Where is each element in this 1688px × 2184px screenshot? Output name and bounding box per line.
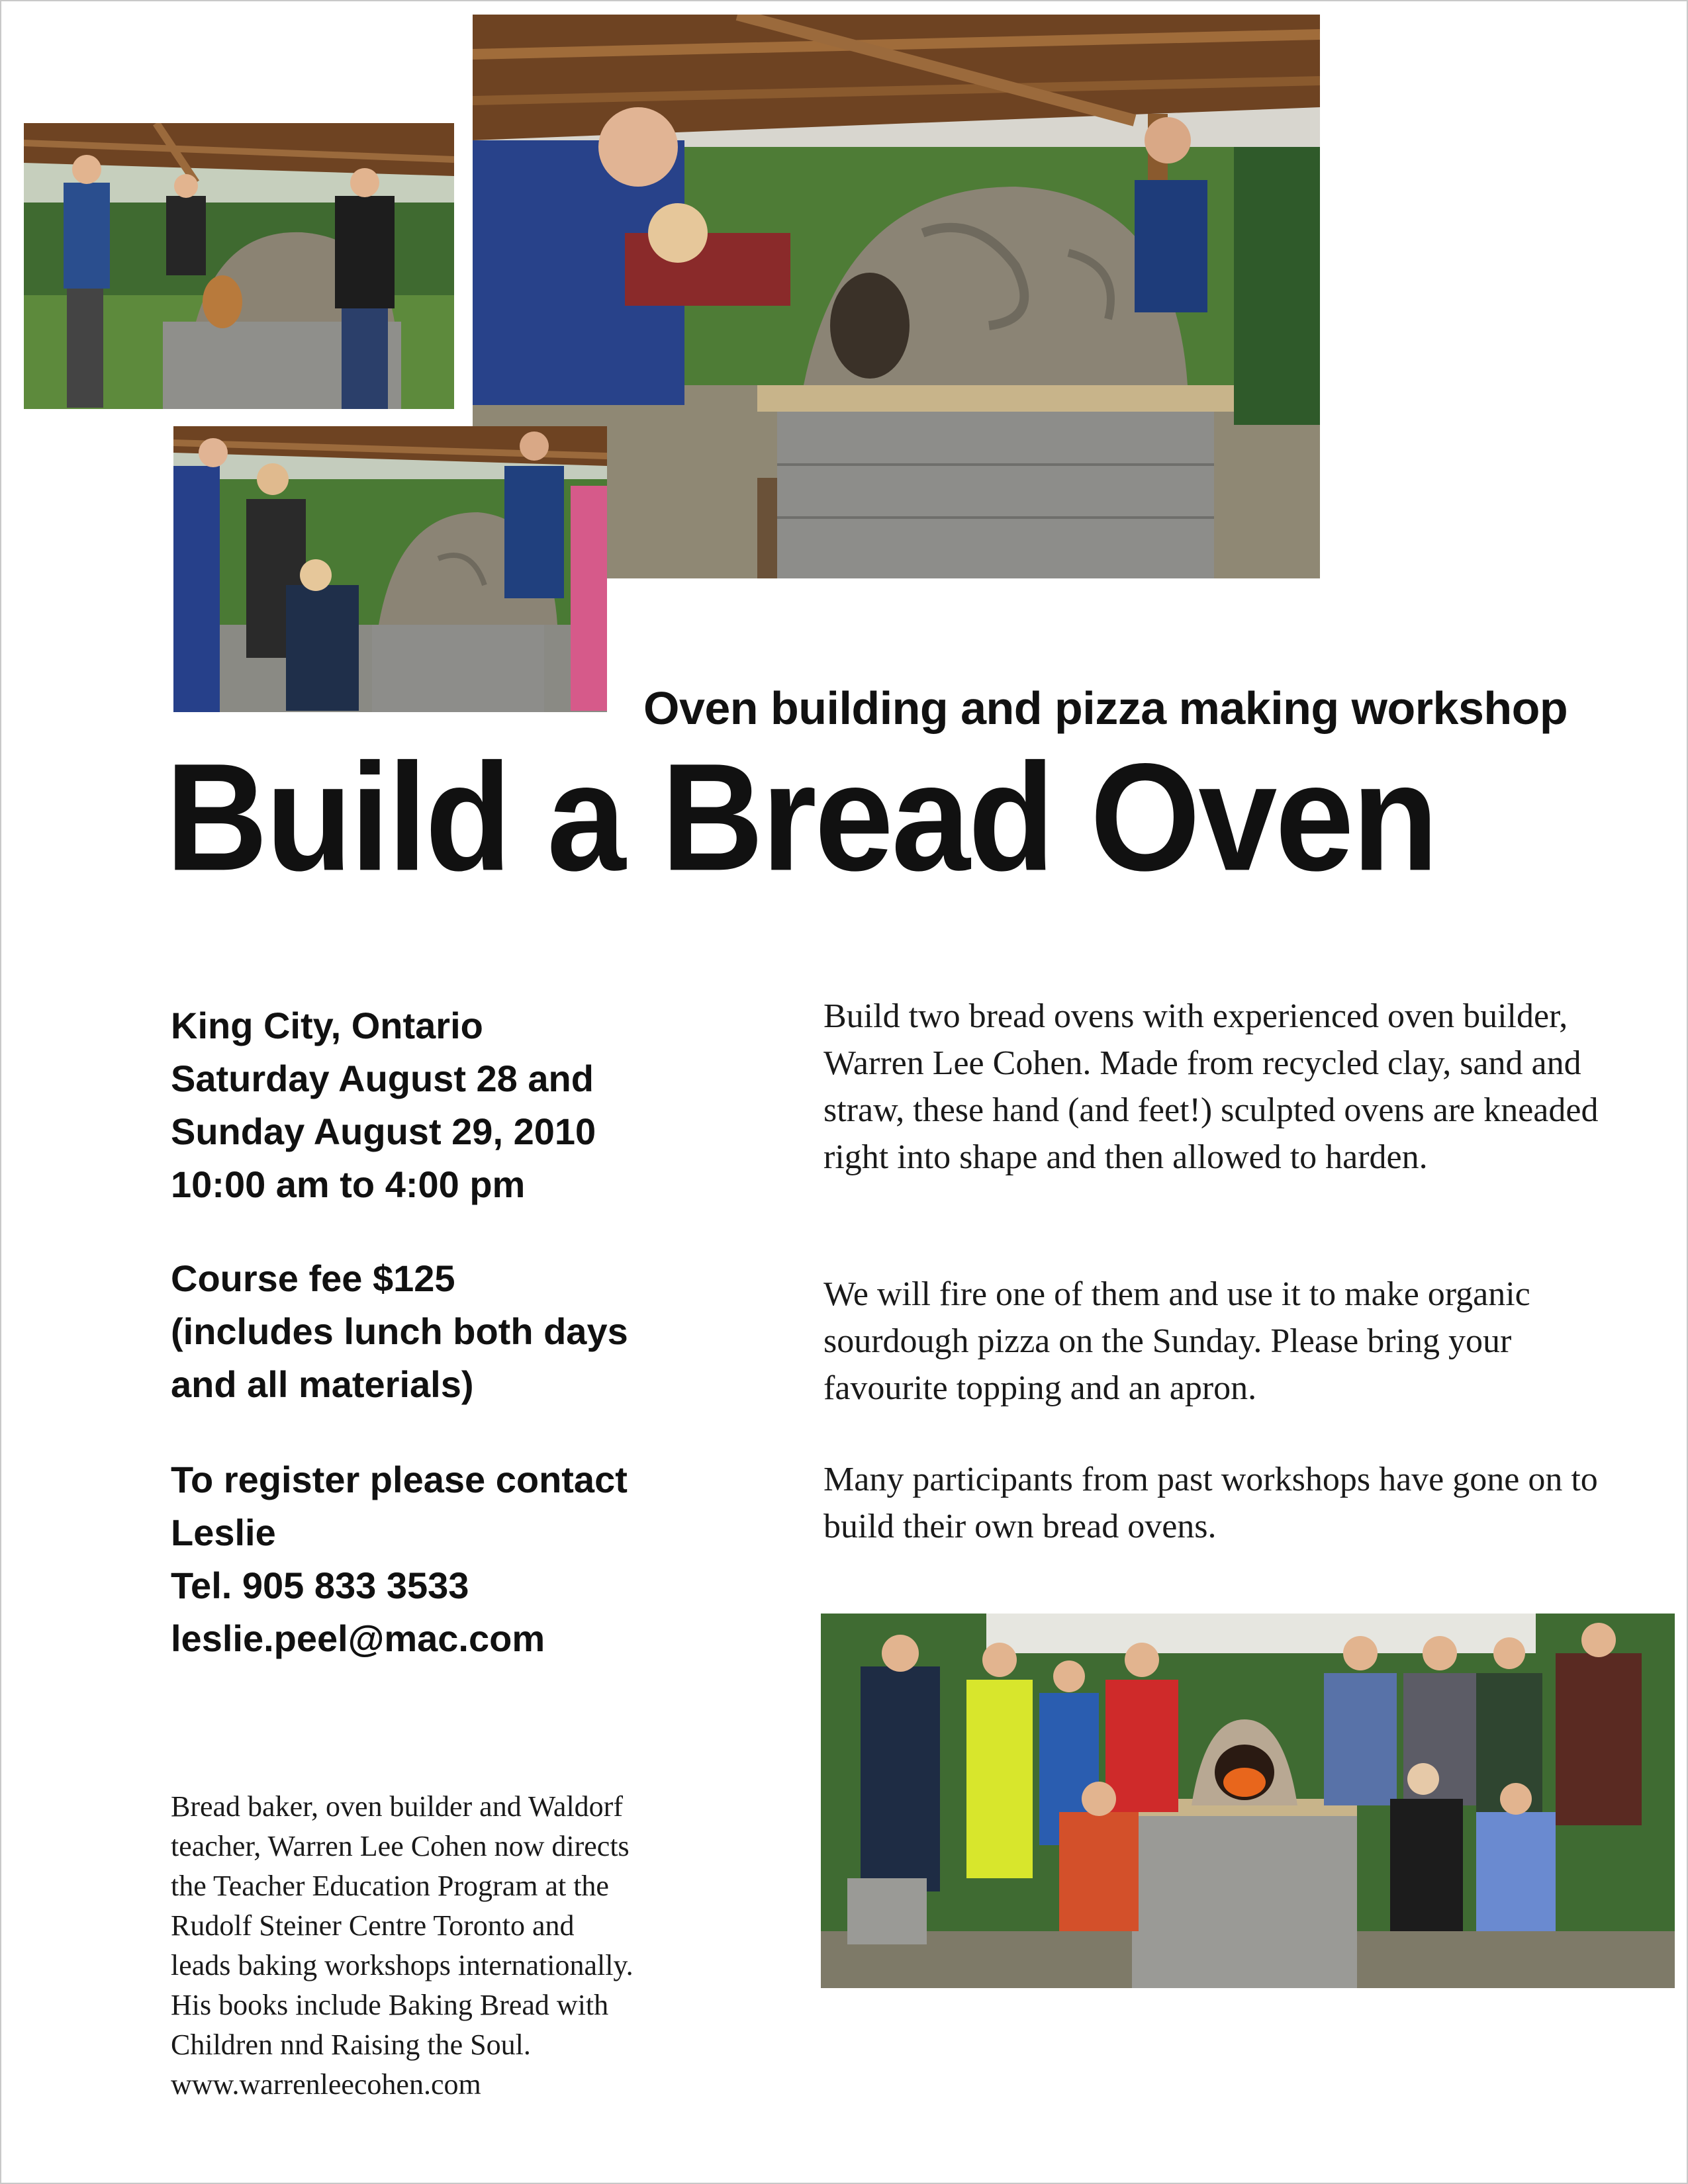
fee-amount: Course fee $125: [171, 1257, 455, 1299]
instructor-bio: [171, 1787, 700, 2105]
bio-line: the Teacher Education Program at the: [171, 1870, 609, 1902]
description-text-3: Many participants from past workshops have gone on to build their own bread ovens.: [823, 1461, 1598, 1545]
contact-phone: Tel. 905 833 3533: [171, 1565, 469, 1606]
description-text-1: Build two bread ovens with experienced oven builder, Warren Lee Cohen. Made from recycled clay, sand and straw, these hand (and feet!) sculpted ovens are kneaded right into shape and then allowed to harden.: [823, 997, 1599, 1176]
event-location: King City, Ontario: [171, 1005, 483, 1046]
fee-includes-line-2: and all materials): [171, 1363, 474, 1405]
contact-name: Leslie: [171, 1512, 276, 1553]
description-text-2: We will fire one of them and use it to make organic sourdough pizza on the Sunday. Please bring your favourite topping and an apron.: [823, 1275, 1530, 1407]
description-paragraph-2: [823, 1271, 1605, 1412]
photo-group-with-finished-oven: [821, 1614, 1675, 1988]
description-paragraph-1: [823, 993, 1605, 1181]
registration-contact: [171, 1453, 674, 1665]
photo-oven-building-small: [24, 123, 454, 409]
photo-group-sculpting: [173, 426, 607, 712]
website-link[interactable]: www.warrenleecohen.com: [171, 2068, 481, 2101]
course-fee: [171, 1252, 674, 1411]
description-paragraph-3: [823, 1456, 1605, 1550]
event-details: [171, 999, 674, 1211]
bio-line: Bread baker, oven builder and Waldorf: [171, 1790, 623, 1823]
contact-intro: To register please contact: [171, 1459, 628, 1500]
event-date-line-1: Saturday August 28 and: [171, 1058, 594, 1099]
event-date-line-2: Sunday August 29, 2010: [171, 1111, 596, 1152]
contact-email[interactable]: leslie.peel@mac.com: [171, 1617, 545, 1659]
bio-line: Children nnd Raising the Soul.: [171, 2028, 531, 2061]
bio-line: His books include Baking Bread with: [171, 1989, 609, 2021]
bio-line: leads baking workshops internationally.: [171, 1949, 633, 1981]
bio-line: Rudolf Steiner Centre Toronto and: [171, 1909, 575, 1942]
event-time: 10:00 am to 4:00 pm: [171, 1163, 526, 1205]
fee-includes-line-1: (includes lunch both days: [171, 1310, 628, 1352]
page-title: Build a Bread Oven: [165, 731, 1437, 903]
bio-line: teacher, Warren Lee Cohen now directs: [171, 1830, 630, 1862]
workshop-subtitle: Oven building and pizza making workshop: [643, 682, 1568, 734]
